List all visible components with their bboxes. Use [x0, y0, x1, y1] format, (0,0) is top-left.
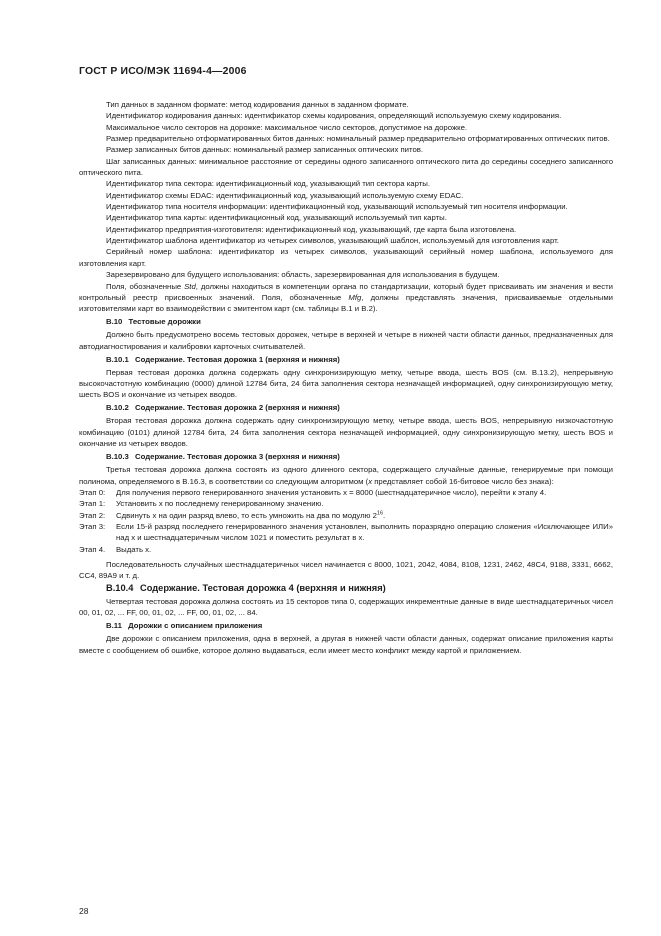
- section-heading: [106, 402, 613, 413]
- section-title: Содержание. Тестовая дорожка 1 (верхняя и нижняя): [135, 354, 340, 364]
- paragraph: [79, 464, 613, 487]
- step-text: Если 15-й разряд последнего генерированного значения установлен, выполнить поразрядно операцию сложения «Исключающее ИЛИ» над х и шестнадцатеричным числом 1021 и поместить результат в х.: [116, 521, 613, 543]
- paragraph: Первая тестовая дорожка должна содержать одну синхронизирующую метку, четыре ввода, шесть BOS (см. В.13.2), непрерывную высокочастотную комбинацию (0000) длиной 12784 бита, 24 бита заполнения сектора незначащей информацией, одну синхронизирующую метку, шесть BOS и окончание из четырех вводов.: [79, 367, 613, 400]
- paragraph: Идентификатор типа сектора: идентификационный код, указывающий тип сектора карты.: [106, 179, 430, 189]
- algorithm-step: [79, 521, 613, 544]
- step-label: Этап 1:: [79, 499, 106, 509]
- document-header: ГОСТ Р ИСО/МЭК 11694-4—2006: [79, 66, 247, 77]
- section-heading: [106, 620, 613, 631]
- paragraph: Вторая тестовая дорожка должна содержать одну синхронизирующую метку, четыре ввода, шесть BOS, непрерывную низкочастотную комбинацию (0101) длиной 12784 бита, 24 бита заполнения сектора незначащей информацией, одну синхронизирующую метку, шесть BOS и окончание из четырех вводов.: [79, 416, 613, 449]
- fields-text: Поля, обозначенные: [106, 281, 185, 291]
- step-label: Этап 0:: [79, 487, 106, 497]
- paragraph: Идентификатор кодирования данных: идентификатор схемы кодирования, определяющий используемую схему кодирования.: [106, 111, 562, 121]
- section-title: Содержание. Тестовая дорожка 3 (верхняя и нижняя): [135, 452, 340, 462]
- paragraph: Идентификатор предприятия-изготовителя: идентификационный код, указывающий, где карта была изготовлена.: [106, 224, 517, 234]
- step-text-part: Сдвинуть х на один разряд влево, то есть умножить на два по модулю 2: [116, 510, 377, 520]
- paragraph: Последовательность случайных шестнадцатеричных чисел начинается с 8000, 1021, 2042, 4084, 8108, 1231, 2462, 48С4, 9188, 3331, 6662, СС4, 89А9 и т. д.: [79, 559, 613, 581]
- section-title: Содержание. Тестовая дорожка 2 (верхняя и нижняя): [135, 403, 340, 413]
- step-label: Этап 4.: [79, 544, 106, 554]
- fields-text: , должны находиться в компетенции органа по стандартизации, который будет присваивать им значения и вести контрольный реестр присвоенных значений. Поля, обозначенные: [79, 281, 613, 302]
- section-title: Дорожки с описанием приложения: [128, 621, 263, 631]
- algorithm-step: [79, 510, 613, 521]
- paragraph: Две дорожки с описанием приложения, одна в верхней, а другая в нижней части области данных, содержат описание приложения карты вместе с сообщением об ошибке, которое должно выдаваться, если имеет место конфликт между картой и приложением.: [79, 634, 613, 655]
- algorithm-step: [79, 544, 613, 555]
- section-number: В.10.1: [106, 354, 129, 364]
- paragraph: Размер предварительно отформатированных битов данных: номинальный размер предварительно отформатированных оптических питов.: [106, 134, 610, 144]
- step-label: Этап 2:: [79, 510, 106, 520]
- step-text: Выдать х.: [116, 544, 152, 554]
- section-heading: [106, 316, 613, 327]
- paragraph: Идентификатор типа карты: идентификационный код, указывающий используемый тип карты.: [106, 213, 447, 223]
- fields-text: , должны представлять значения, присваиваемые отдельными изготовителями карт во взаимодействии с эмитентом карт (см. таблицы В.1 и В.2).: [79, 292, 613, 314]
- page-number: 28: [79, 906, 89, 916]
- exponent: 16: [376, 509, 384, 516]
- paragraph: Идентификатор схемы EDAC: идентификационный код, указывающий используемую схему EDAC.: [106, 190, 464, 200]
- step-label: Этап 3:: [79, 521, 106, 531]
- section-number: В.10.2: [106, 403, 129, 413]
- section-heading: [106, 451, 613, 462]
- paragraph: Зарезервировано для будущего использования: область, зарезервированная для использования в будущем.: [106, 270, 500, 280]
- section-title: Содержание. Тестовая дорожка 4 (верхняя и нижняя): [140, 582, 386, 593]
- section-heading: [106, 354, 613, 365]
- paragraph: Размер записанных битов данных: номинальный размер записанных оптических питов.: [106, 145, 424, 155]
- step-text: [116, 510, 613, 521]
- step-text-part: .: [383, 510, 386, 520]
- step-text: Для получения первого генерированного значения установить х = 8000 (шестнадцатеричное число), перейти к этапу 4.: [116, 487, 547, 497]
- paragraph: Идентификатор шаблона идентификатор из четырех символов, указывающий шаблон, используемый для изготовления карт.: [106, 236, 559, 246]
- paragraph: Серийный номер шаблона: идентификатор из четырех символов, указывающий серийный номер шаблона, используемого для изготовления карт.: [79, 247, 613, 268]
- section-number: В.10.3: [106, 452, 129, 462]
- section-number: В.11: [106, 621, 122, 631]
- paragraph: Идентификатор типа носителя информации: идентификационный код, указывающий используемый тип носителя информации.: [106, 202, 568, 212]
- section-number: В.10: [106, 317, 123, 327]
- std-label: Std: [184, 281, 196, 291]
- algorithm-step: [79, 498, 613, 509]
- paragraph: Шаг записанных данных: минимальное расстояние от середины одного записанного оптического пита до середины соседнего записанного оптического пита.: [79, 156, 613, 178]
- paragraph: Четвертая тестовая дорожка должна состоять из 15 секторов типа 0, содержащих инкрементные данные в виде шестнадцатеричных чисел 00, 01, 02, ... FF, 00, 01, 02, ... FF, 00, 01, 02, ... 84.: [79, 596, 613, 618]
- mfg-label: Mfg: [348, 292, 362, 302]
- paragraph: Тип данных в заданном формате: метод кодирования данных в заданном формате.: [106, 100, 409, 109]
- section-number: В.10.4: [106, 582, 134, 593]
- section-title: Тестовые дорожки: [128, 317, 201, 327]
- paragraph: Максимальное число секторов на дорожке: максимальное число секторов, допустимое на дорожке.: [106, 122, 468, 132]
- paragraph: Должно быть предусмотрено восемь тестовых дорожек, четыре в верхней и четыре в нижней части области данных, предназначенных для автодиагностирования и калибровки карточных считывателей.: [79, 330, 613, 351]
- variable-x: х: [368, 476, 373, 486]
- section-heading: [106, 583, 613, 594]
- step-text: Установить х по последнему генерированному значению.: [116, 499, 324, 509]
- algorithm-step: [79, 487, 613, 498]
- page-content: [79, 99, 613, 656]
- paragraph-text: Третья тестовая дорожка должна состоять из одного длинного сектора, содержащего случайные данные, генерируемые при помощи полинома, определяемого в В.16.3, в соответствии со следующим алгоритмом (: [79, 465, 613, 486]
- fields-paragraph: [79, 281, 613, 315]
- paragraph-text: представляет собой 16-битовое число без знака):: [372, 476, 554, 486]
